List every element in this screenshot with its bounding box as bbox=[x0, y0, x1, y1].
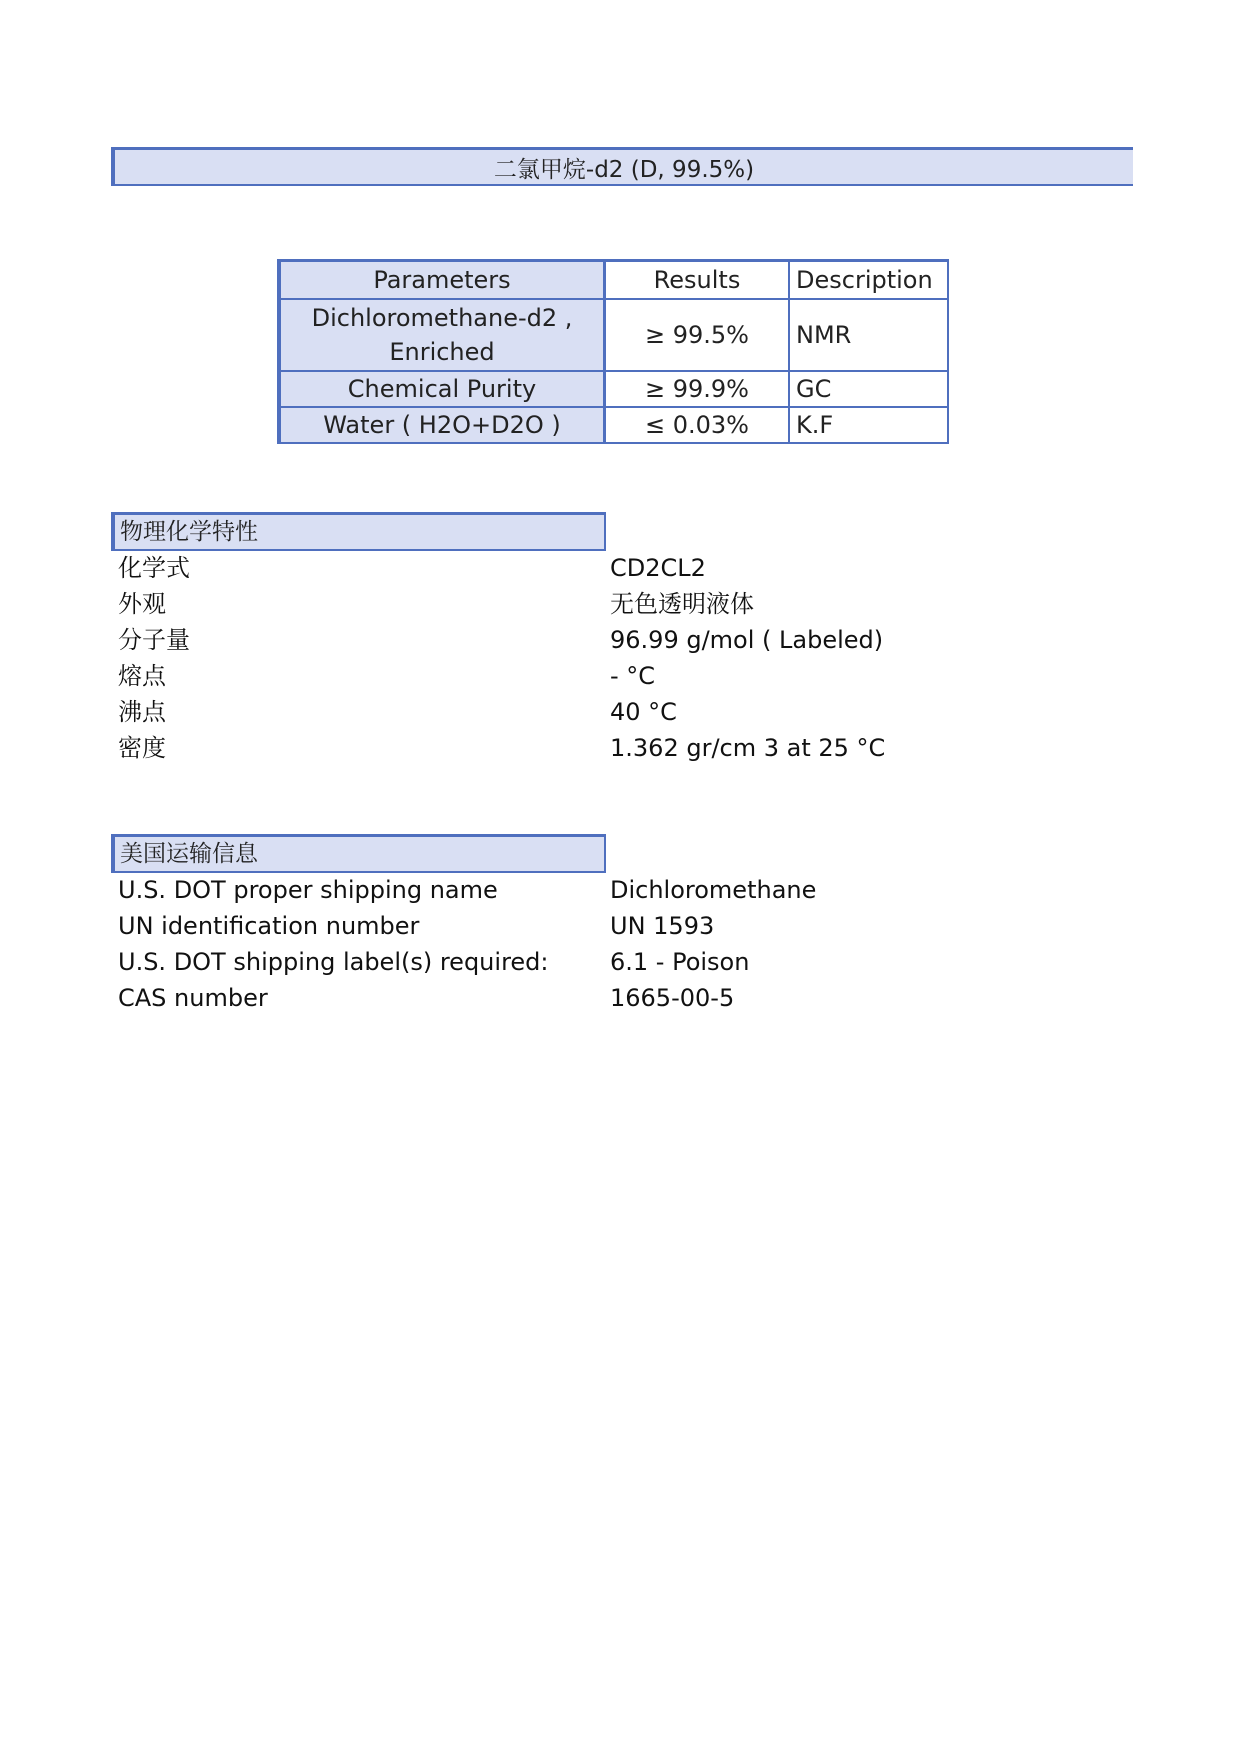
param-cell bbox=[279, 299, 605, 371]
shipping-heading: 美国运输信息 bbox=[111, 834, 606, 873]
param-line: Dichloromethane-d2 , bbox=[311, 304, 573, 332]
param-cell: Chemical Purity bbox=[279, 371, 605, 407]
property-value: CD2CL2 bbox=[610, 554, 706, 582]
table-row bbox=[279, 407, 948, 443]
property-label: 熔点 bbox=[118, 662, 166, 690]
list-item bbox=[118, 944, 1018, 980]
list-item bbox=[118, 694, 1018, 730]
specification-table bbox=[277, 259, 949, 444]
result-cell: ≥ 99.5% bbox=[605, 299, 790, 371]
param-line: Enriched bbox=[389, 338, 495, 366]
shipping-list bbox=[118, 872, 1018, 1016]
document-title-text: 二氯甲烷-d2 (D, 99.5%) bbox=[493, 156, 755, 183]
description-cell: K.F bbox=[789, 407, 948, 443]
property-label: 化学式 bbox=[118, 554, 190, 582]
shipping-value: UN 1593 bbox=[610, 912, 715, 940]
shipping-label: CAS number bbox=[118, 984, 268, 1012]
list-item bbox=[118, 658, 1018, 694]
shipping-label: U.S. DOT proper shipping name bbox=[118, 876, 498, 904]
property-value: 96.99 g/mol ( Labeled) bbox=[610, 626, 884, 654]
list-item bbox=[118, 980, 1018, 1016]
header-results: Results bbox=[605, 261, 790, 300]
property-label: 密度 bbox=[118, 734, 166, 762]
list-item bbox=[118, 586, 1018, 622]
shipping-label: UN identification number bbox=[118, 912, 420, 940]
table-row bbox=[279, 299, 948, 371]
property-label: 沸点 bbox=[118, 698, 166, 726]
param-cell: Water ( H2O+D2O ) bbox=[279, 407, 605, 443]
list-item bbox=[118, 908, 1018, 944]
property-value: 1.362 gr/cm 3 at 25 °C bbox=[610, 734, 886, 762]
property-value: - °C bbox=[610, 662, 656, 690]
table-header-row bbox=[279, 261, 948, 300]
physchem-list bbox=[118, 550, 1018, 766]
description-cell: NMR bbox=[789, 299, 948, 371]
header-parameters: Parameters bbox=[279, 261, 605, 300]
list-item bbox=[118, 872, 1018, 908]
table-row bbox=[279, 371, 948, 407]
physchem-heading: 物理化学特性 bbox=[111, 512, 606, 551]
result-cell: ≤ 0.03% bbox=[605, 407, 790, 443]
list-item bbox=[118, 622, 1018, 658]
shipping-value: 1665-00-5 bbox=[610, 984, 735, 1012]
property-label: 分子量 bbox=[118, 626, 190, 654]
shipping-label: U.S. DOT shipping label(s) required: bbox=[118, 948, 549, 976]
shipping-value: Dichloromethane bbox=[610, 876, 817, 904]
property-value: 40 °C bbox=[610, 698, 677, 726]
shipping-value: 6.1 - Poison bbox=[610, 948, 750, 976]
property-value: 无色透明液体 bbox=[610, 590, 754, 618]
property-label: 外观 bbox=[118, 590, 166, 618]
document-title bbox=[111, 147, 1133, 186]
list-item bbox=[118, 550, 1018, 586]
description-cell: GC bbox=[789, 371, 948, 407]
header-description: Description bbox=[789, 261, 948, 300]
result-cell: ≥ 99.9% bbox=[605, 371, 790, 407]
list-item bbox=[118, 730, 1018, 766]
